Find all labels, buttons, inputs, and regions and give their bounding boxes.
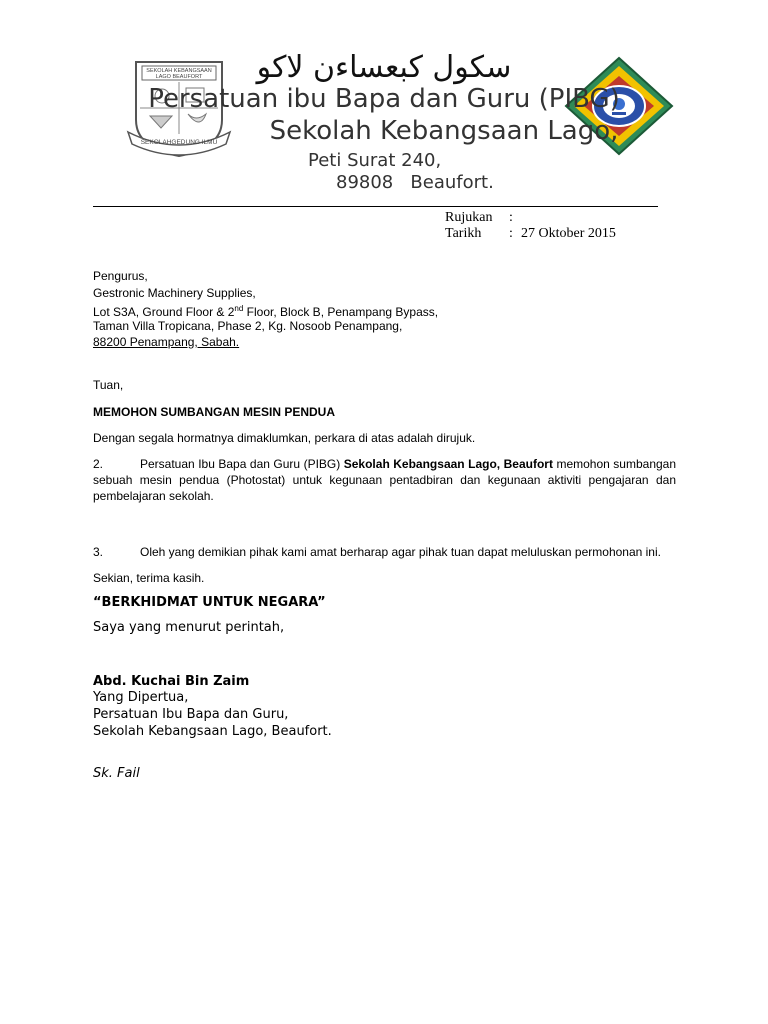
crest-top-text: SEKOLAH KEBANGSAAN xyxy=(146,68,212,74)
signatory-school: Sekolah Kebangsaan Lago, Beaufort. xyxy=(93,724,332,739)
paragraph-2 xyxy=(93,456,676,504)
recipient-line2: Gestronic Machinery Supplies, xyxy=(93,286,256,300)
recipient-line1: Pengurus, xyxy=(93,269,148,283)
recipient-line5: 88200 Penampang, Sabah. xyxy=(93,335,240,349)
yours-faithfully: Saya yang menurut perintah, xyxy=(93,620,285,635)
tarikh-label: Tarikh xyxy=(445,226,482,241)
letterhead-divider xyxy=(93,206,658,207)
paragraph-3-text: Oleh yang demikian pihak kami amat berharap agar pihak tuan dapat meluluskan permohonan ini. xyxy=(140,545,661,559)
paragraph-2-school: Sekolah Kebangsaan Lago, Beaufort xyxy=(343,457,553,471)
paragraph-2-text-a: Persatuan Ibu Bapa dan Guru (PIBG) xyxy=(140,457,344,471)
letterhead-address-line1: Peti Surat 240, xyxy=(308,150,442,171)
paragraph-3-number: 3. xyxy=(93,545,104,559)
closing-remark: Sekian, terima kasih. xyxy=(93,571,205,585)
recipient-line3-b: Floor, Block B, Penampang Bypass, xyxy=(243,305,439,319)
tarikh-value: 27 Oktober 2015 xyxy=(521,226,616,241)
salutation: Tuan, xyxy=(93,378,124,392)
letterhead-school-name: Sekolah Kebangsaan Lago, xyxy=(269,116,619,146)
signatory-title: Yang Dipertua, xyxy=(93,690,189,705)
recipient-line3-sup: nd xyxy=(234,304,244,313)
recipient-line3-a: Lot S3A, Ground Floor & 2 xyxy=(93,305,235,319)
crest-sub-text: LAGO BEAUFORT xyxy=(155,74,203,80)
rujukan-label: Rujukan xyxy=(445,210,493,225)
signatory-org: Persatuan Ibu Bapa dan Guru, xyxy=(93,707,289,722)
rujukan-colon: : xyxy=(509,210,513,225)
letterhead-address-line2: 89808 Beaufort. xyxy=(336,172,494,193)
crest-motto: SEKOLAHGEDUNG ILMU xyxy=(140,139,218,146)
tarikh-colon: : xyxy=(509,226,513,241)
paragraph-2-number: 2. xyxy=(93,457,104,471)
paragraph-2-text-b: memohon sumbangan sebuah mesin pendua (Photostat) untuk kegunaan pentadbiran dan kegunaan aktiviti pengajaran dan pembelajaran sekolah. xyxy=(93,457,677,503)
letterhead-org-name: Persatuan ibu Bapa dan Guru (PIBG) xyxy=(148,84,620,114)
carbon-copy: Sk. Fail xyxy=(93,766,140,781)
paragraph-3 xyxy=(93,544,661,560)
paragraph-1: Dengan segala hormatnya dimaklumkan, perkara di atas adalah dirujuk. xyxy=(93,431,476,445)
letter-subject: MEMOHON SUMBANGAN MESIN PENDUA xyxy=(93,405,336,419)
signatory-name: Abd. Kuchai Bin Zaim xyxy=(93,674,250,689)
motto: “BERKHIDMAT UNTUK NEGARA” xyxy=(93,595,326,610)
school-name-jawi: سكول كبعساءن لاكو xyxy=(256,50,512,85)
recipient-line4: Taman Villa Tropicana, Phase 2, Kg. Nosoob Penampang, xyxy=(93,319,403,333)
